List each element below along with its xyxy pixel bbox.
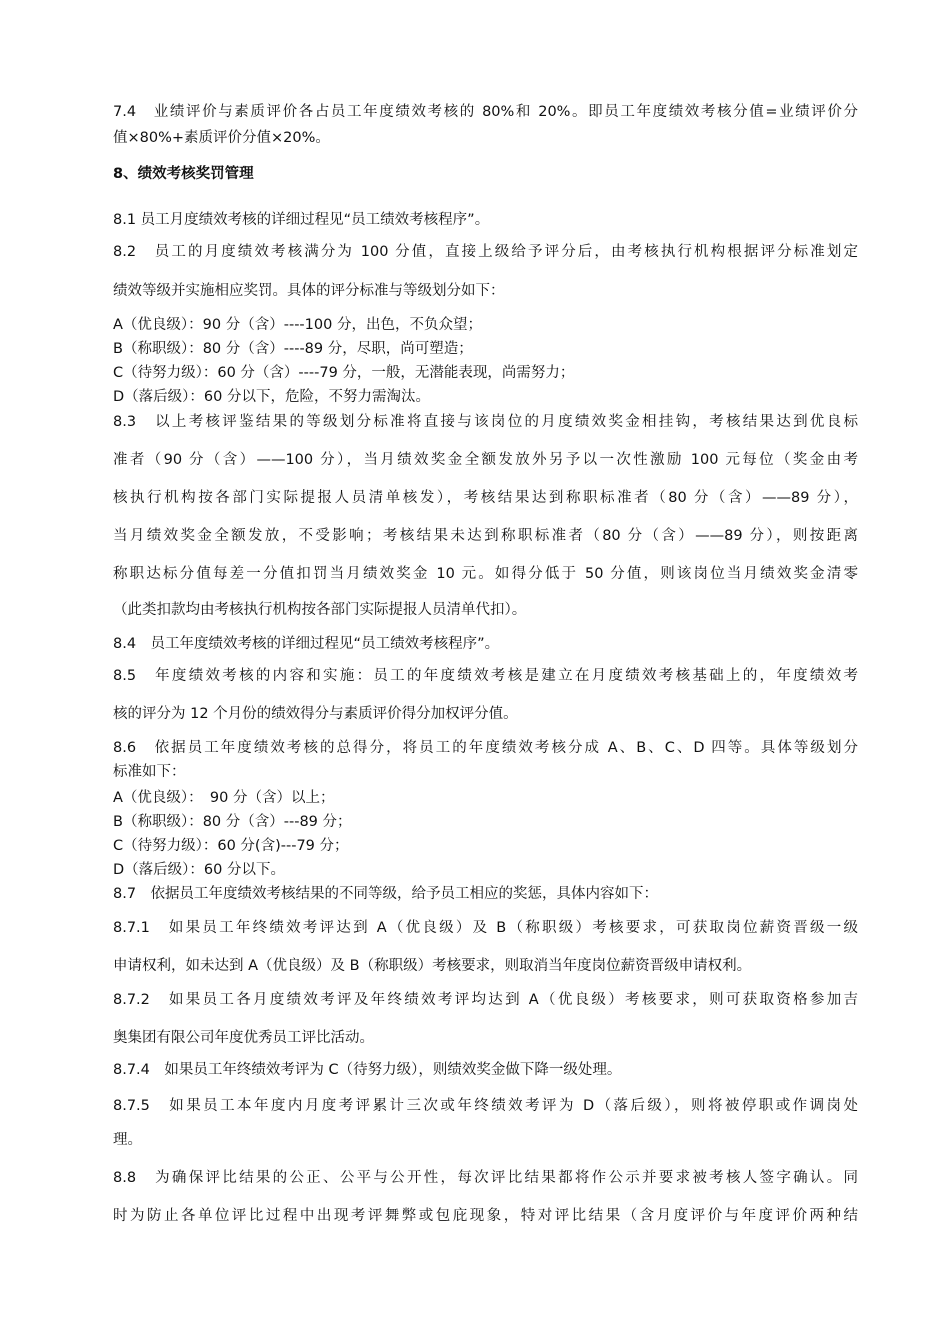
text-line: 8.8 为确保评比结果的公正、公平与公开性，每次评比结果都将作公示并要求被考核人签字确认。同 — [113, 1170, 858, 1186]
text-line: C（待努力级）：60 分（含）----79 分，一般，无潜能表现，尚需努力； — [113, 365, 575, 381]
text-line: （此类扣款均由考核执行机构按各部门实际提报人员清单代扣）。 — [113, 602, 527, 618]
text-line: B（称职级）：80 分（含）----89 分，尽职，尚可塑造； — [113, 341, 473, 357]
text-line: 标准如下： — [113, 764, 186, 780]
text-line: 8.6 依据员工年度绩效考核的总得分，将员工的年度绩效考核分成 A、B、C、D 四等。具体等级划分 — [113, 740, 858, 756]
text-line: 8.7 依据员工年度绩效考核结果的不同等级，给予员工相应的奖惩，具体内容如下： — [113, 886, 659, 902]
text-line: 当月绩效奖金全额发放，不受影响；考核结果未达到称职标准者（80 分（含）——89 分），则按距离 — [113, 528, 858, 544]
text-line: 8.7.1 如果员工年终绩效考评达到 A（优良级）及 B（称职级）考核要求，可获取岗位薪资晋级一级 — [113, 920, 858, 936]
text-line: 绩效等级并实施相应奖罚。具体的评分标准与等级划分如下： — [113, 283, 505, 299]
text-line: 称职达标分值每差一分值扣罚当月绩效奖金 10 元。如得分低于 50 分值，则该岗位当月绩效奖金清零 — [113, 566, 858, 582]
text-line: 核的评分为 12 个月份的绩效得分与素质评价得分加权评分值。 — [113, 706, 518, 722]
text-line: D（落后级）：60 分以下。 — [113, 862, 285, 878]
text-line: 申请权利，如未达到 A（优良级）及 B（称职级）考核要求，则取消当年度岗位薪资晋级申请权利。 — [113, 958, 752, 974]
text-line: D（落后级）：60 分以下，危险，不努力需淘汰。 — [113, 389, 430, 405]
text-line: 准者（90 分（含）——100 分），当月绩效奖金全额发放外另予以一次性激励 100 元每位（奖金由考 — [113, 452, 858, 468]
text-line: 8.7.4 如果员工年终绩效考评为 C（待努力级），则绩效奖金做下降一级处理。 — [113, 1062, 622, 1078]
text-line: A（优良级）：90 分（含）----100 分，出色，不负众望； — [113, 317, 482, 333]
text-line: 时为防止各单位评比过程中出现考评舞弊或包庇现象，特对评比结果（含月度评价与年度评价两种结 — [113, 1208, 858, 1224]
text-line: B（称职级）：80 分（含）---89 分； — [113, 814, 352, 830]
text-line: 值×80%+素质评价分值×20%。 — [113, 130, 330, 146]
text-line: 8.3 以上考核评鉴结果的等级划分标准将直接与该岗位的月度绩效奖金相挂钩，考核结果达到优良标 — [113, 414, 858, 430]
text-line: 8.2 员工的月度绩效考核满分为 100 分值，直接上级给予评分后，由考核执行机构根据评分标准划定 — [113, 244, 858, 260]
text-line: 8.5 年度绩效考核的内容和实施：员工的年度绩效考核是建立在月度绩效考核基础上的，年度绩效考 — [113, 668, 858, 684]
text-line: C（待努力级）：60 分(含)---79 分； — [113, 838, 349, 854]
text-line: 奥集团有限公司年度优秀员工评比活动。 — [113, 1030, 374, 1046]
section-heading: 8、绩效考核奖罚管理 — [113, 166, 254, 182]
text-line: 8.7.5 如果员工本年度内月度考评累计三次或年终绩效考评为 D（落后级），则将被停职或作调岗处 — [113, 1098, 858, 1114]
text-line: 7.4 业绩评价与素质评价各占员工年度绩效考核的 80%和 20%。即员工年度绩效考核分值=业绩评价分 — [113, 104, 858, 120]
text-line: A（优良级）： 90 分（含）以上； — [113, 790, 335, 806]
text-line: 8.7.2 如果员工各月度绩效考评及年终绩效考评均达到 A（优良级）考核要求，则可获取资格参加吉 — [113, 992, 858, 1008]
text-line: 8.1 员工月度绩效考核的详细过程见“员工绩效考核程序”。 — [113, 212, 490, 228]
text-line: 8.4 员工年度绩效考核的详细过程见“员工绩效考核程序”。 — [113, 636, 500, 652]
text-line: 核执行机构按各部门实际提报人员清单核发），考核结果达到称职标准者（80 分（含）——89 分）， — [113, 490, 858, 506]
text-line: 理。 — [113, 1132, 142, 1148]
